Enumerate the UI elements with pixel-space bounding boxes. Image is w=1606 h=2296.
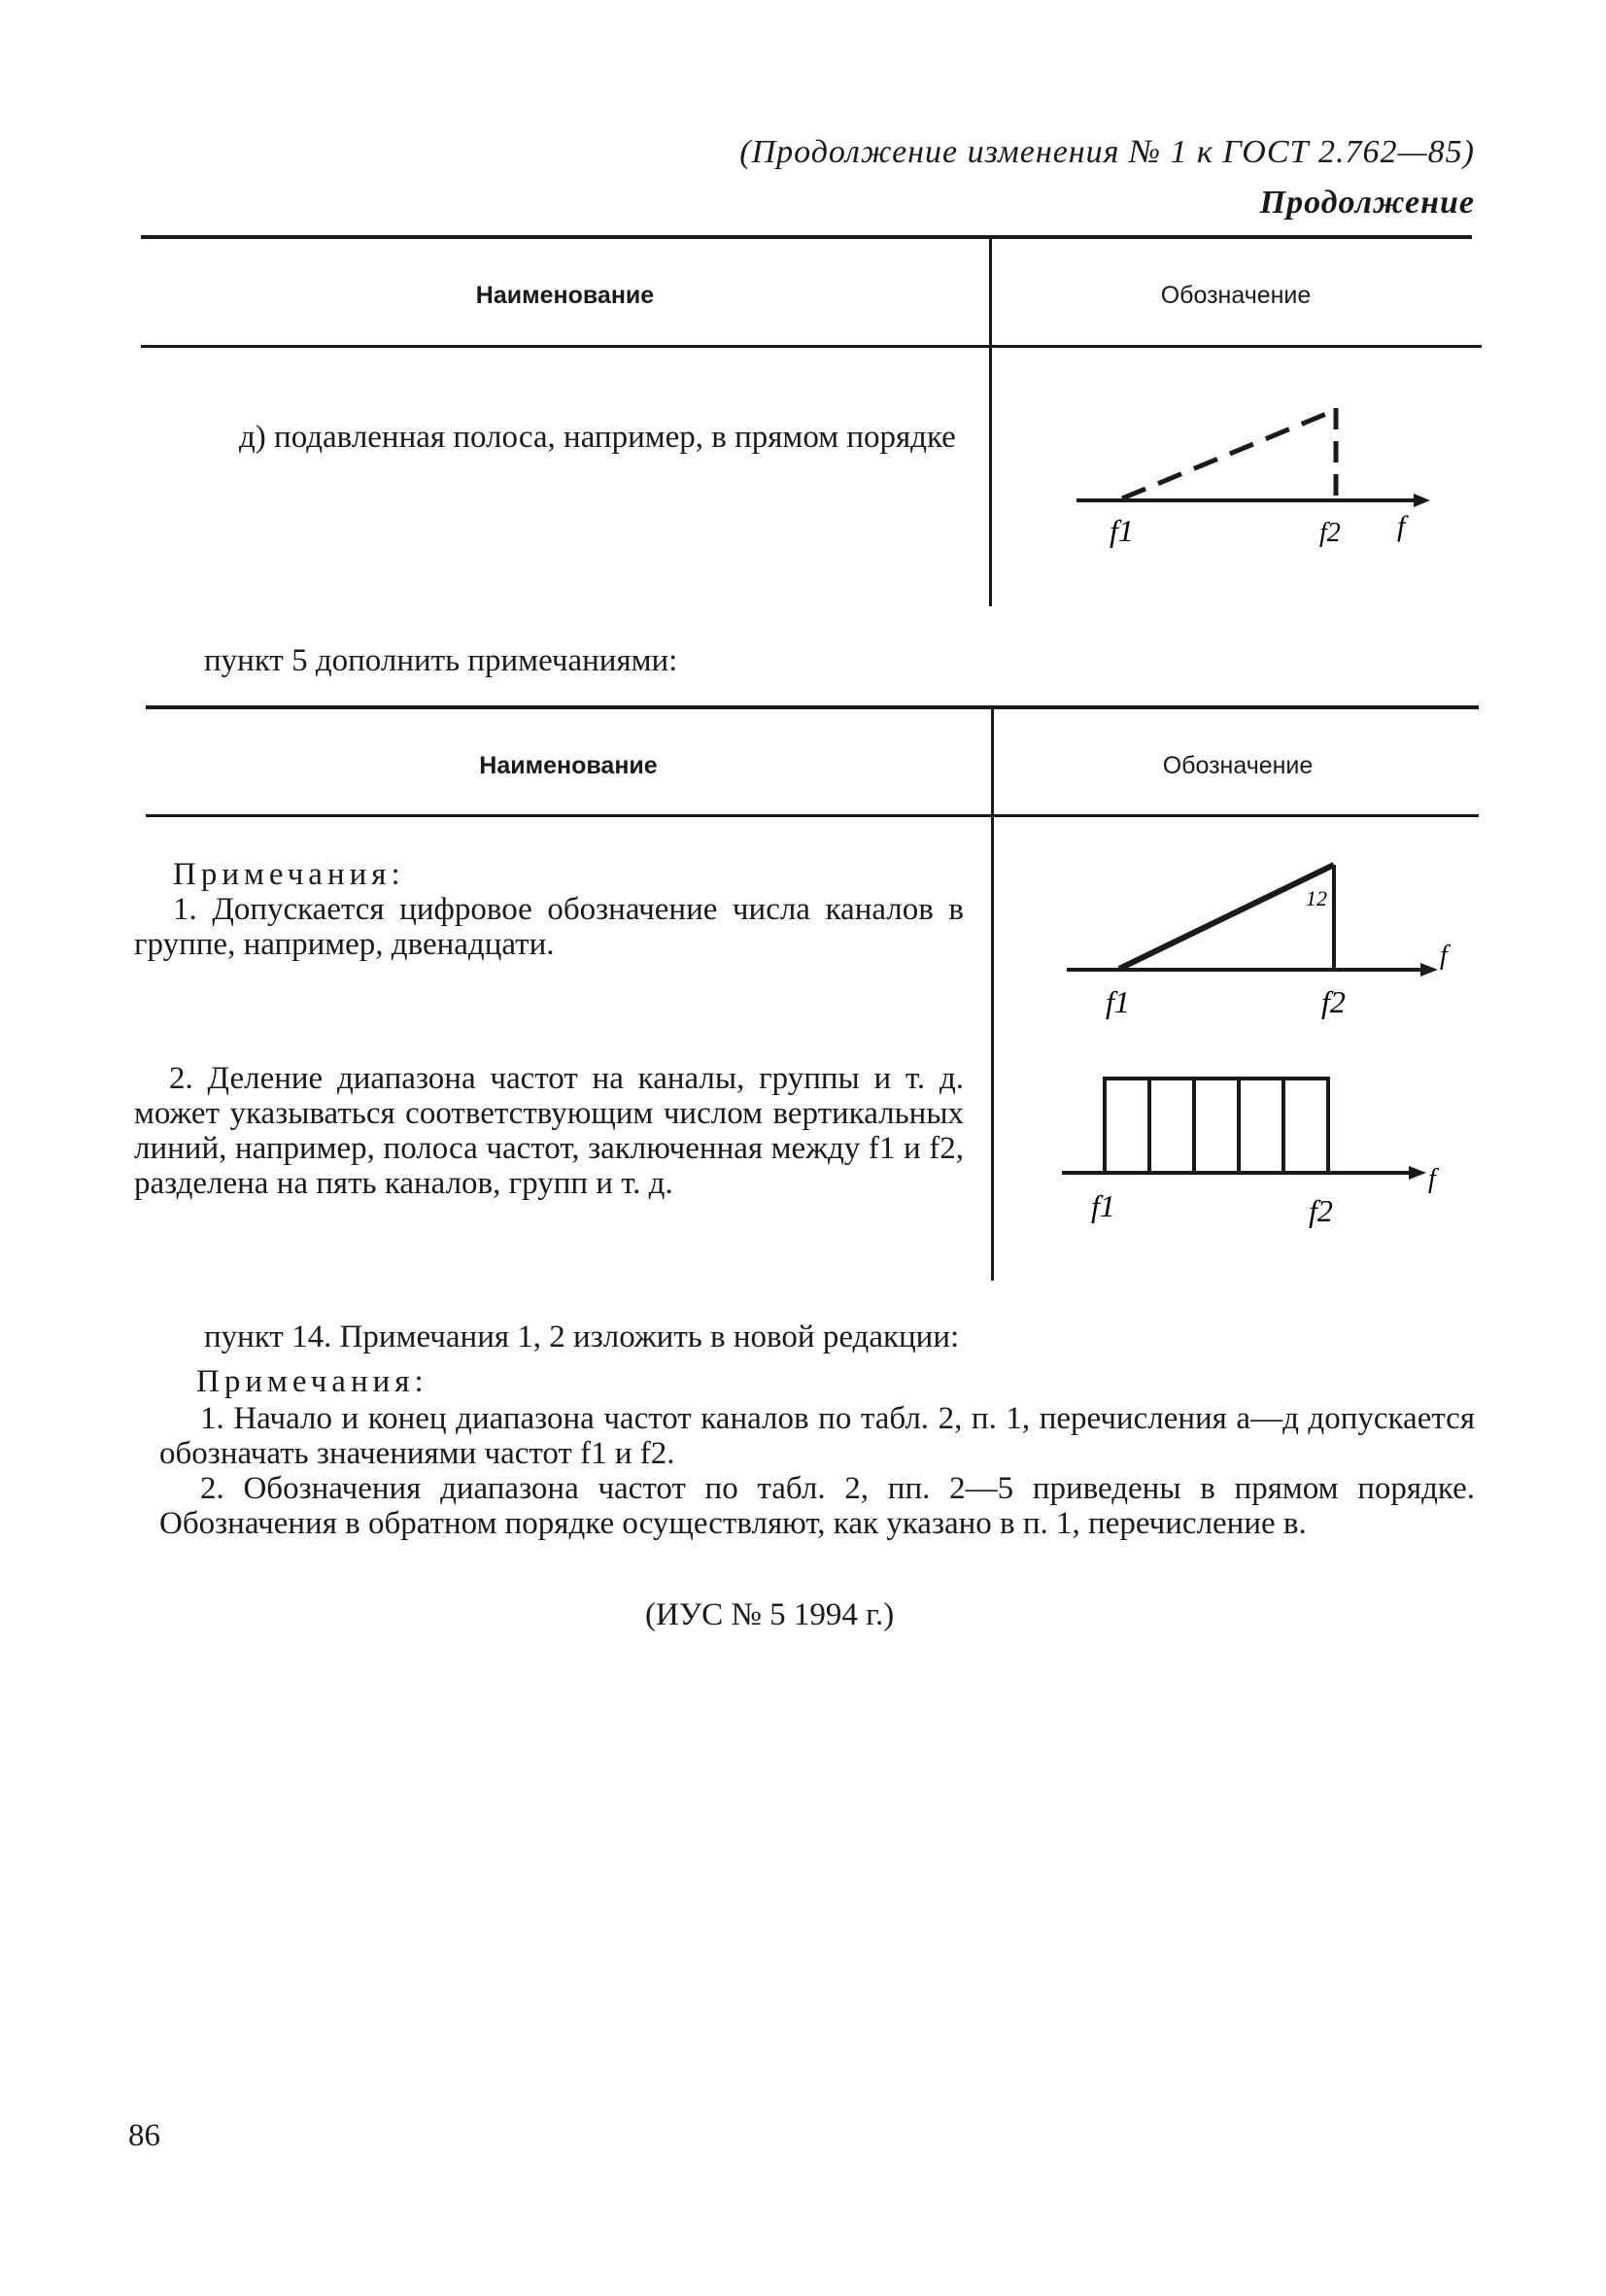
source-reference: (ИУС № 5 1994 г.): [645, 1597, 895, 1632]
table1-header-designation: Обозначение: [1160, 282, 1312, 309]
band-outline: [1105, 1079, 1328, 1173]
page-number: 86: [128, 2118, 160, 2153]
label-f1: f1: [1091, 1188, 1115, 1223]
table1-header-name: Наименование: [475, 282, 655, 309]
notes2-heading: Примечания:: [196, 1364, 428, 1399]
channel-division-diagram: [1054, 1061, 1472, 1246]
label-f2: f2: [1309, 1193, 1333, 1228]
label-f1: f1: [1106, 984, 1130, 1019]
table2-note2: 2. Деление диапазона частот на каналы, группы и т. д. может указываться соответствующим числом вертикальных линий, например, полоса частот, заключенная между f1 и f2, разделена на пять каналов, групп и т. д.: [134, 1061, 964, 1201]
table1-column-divider: [989, 239, 992, 606]
channel-count-diagram: [1059, 855, 1477, 1030]
para-item14: пункт 14. Примечания 1, 2 изложить в новой редакции:: [204, 1319, 960, 1354]
label-f: f: [1440, 941, 1448, 971]
label-f2: f2: [1319, 518, 1341, 548]
table1-row-d-text: д) подавленная полоса, например, в прямом порядке: [239, 420, 956, 455]
para-item5: пункт 5 дополнить примечаниями:: [204, 643, 678, 678]
axis-arrow: [1414, 494, 1430, 507]
table2-header-rule: [146, 814, 1479, 817]
table2-notes-heading: Примечания:: [173, 857, 405, 892]
table2-header-name: Наименование: [479, 752, 658, 779]
label-f2: f2: [1321, 984, 1346, 1019]
band-slope: [1119, 865, 1334, 969]
suppressed-band-diagram: [1069, 394, 1457, 568]
label-f1: f1: [1110, 513, 1134, 548]
notes2-note2: 2. Обозначения диапазона частот по табл. 2, пп. 2—5 приведены в прямом порядке. Обозначения в обратном порядке осуществляют, как указано в п. 1, перечисление в.: [159, 1471, 1475, 1541]
channel-count-label: 12: [1306, 886, 1327, 910]
table2-header-designation: Обозначение: [1162, 752, 1314, 779]
table1-top-rule: [141, 235, 1472, 239]
notes2-note1: 1. Начало и конец диапазона частот каналов по табл. 2, п. 1, перечисления а—д допускается обозначать значениями частот f1 и f2.: [159, 1401, 1475, 1471]
label-f: f: [1397, 510, 1406, 542]
table2-column-divider: [991, 709, 994, 1281]
axis-arrow: [1409, 1166, 1426, 1180]
table2-note1: 1. Допускается цифровое обозначение числа каналов в группе, например, двенадцати.: [134, 892, 964, 962]
label-f: f: [1428, 1164, 1436, 1194]
dashed-slope: [1122, 411, 1333, 498]
table1-header-rule: [141, 345, 1482, 348]
axis-arrow: [1420, 963, 1438, 977]
continuation-label: Продолжение: [1259, 185, 1475, 221]
continuation-title: (Продолжение изменения № 1 к ГОСТ 2.762—85): [739, 134, 1475, 170]
table2-top-rule: [146, 705, 1479, 709]
